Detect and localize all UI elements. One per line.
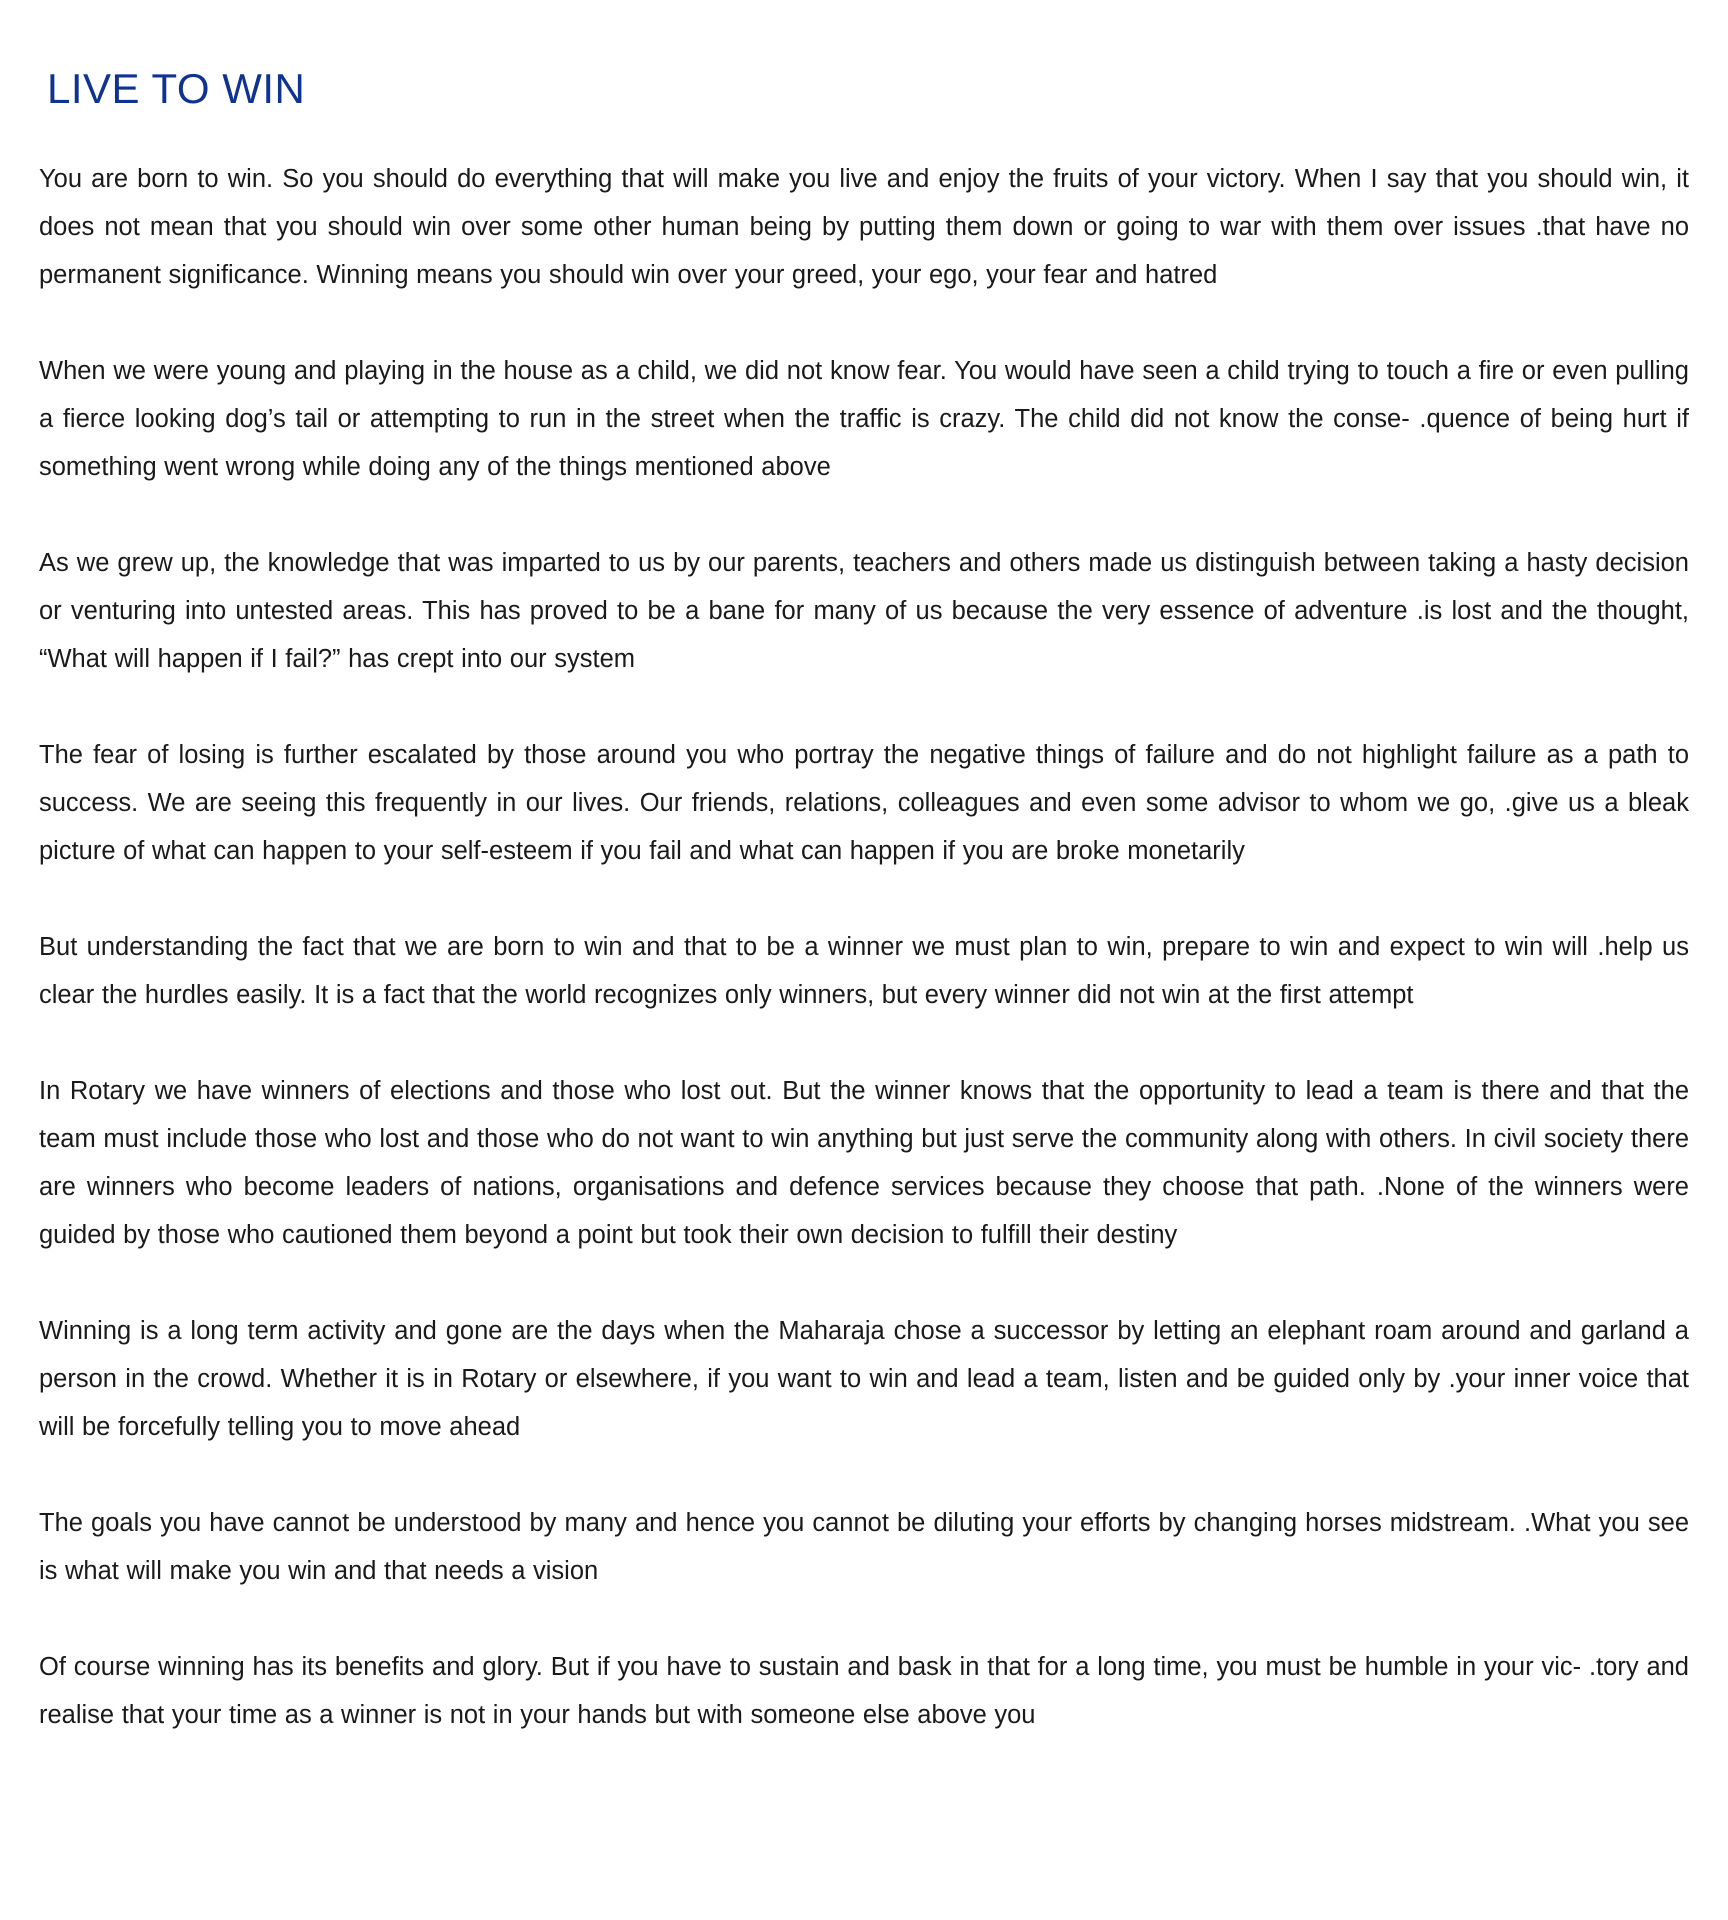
article-body	[39, 155, 1689, 1787]
paragraph-3: As we grew up, the knowledge that was imparted to us by our parents, teachers and others made us distinguish between taking a hasty decision or venturing into untested areas. This has proved to be a bane for many of us because the very essence of adventure .is lost and the thought, “What will happen if I fail?” has crept into our system	[39, 549, 1689, 673]
paragraph-7: Winning is a long term activity and gone are the days when the Maharaja chose a successor by letting an elephant roam around and garland a person in the crowd. Whether it is in Rotary or elsewhere, if you want to win and lead a team, listen and be guided only by .your inner voice that will be forcefully telling you to move ahead	[39, 1317, 1689, 1441]
paragraph-5: But understanding the fact that we are born to win and that to be a winner we must plan to win, prepare to win and expect to win will .help us clear the hurdles easily. It is a fact that the world recognizes only winners, but every winner did not win at the first attempt	[39, 933, 1689, 1009]
page-title: LIVE TO WIN	[47, 65, 306, 112]
paragraph-4: The fear of losing is further escalated by those around you who portray the negative things of failure and do not highlight failure as a path to success. We are seeing this frequently in our lives. Our friends, relations, colleagues and even some advisor to whom we go, .give us a bleak picture of what can happen to your self-esteem if you fail and what can happen if you are broke monetarily	[39, 741, 1689, 865]
paragraph-1: You are born to win. So you should do everything that will make you live and enjoy the fruits of your victory. When I say that you should win, it does not mean that you should win over some other human being by putting them down or going to war with them over issues .that have no permanent significance. Winning means you should win over your greed, your ego, your fear and hatred	[39, 165, 1689, 289]
paragraph-2: When we were young and playing in the house as a child, we did not know fear. You would have seen a child trying to touch a fire or even pulling a fierce looking dog’s tail or attempting to run in the street when the traffic is crazy. The child did not know the conse- .quence of being hurt if something went wrong while doing any of the things mentioned above	[39, 357, 1689, 481]
paragraph-9: Of course winning has its benefits and glory. But if you have to sustain and bask in that for a long time, you must be humble in your vic- .tory and realise that your time as a winner is not in your hands but with someone else above you	[39, 1653, 1689, 1729]
paragraph-8: The goals you have cannot be understood by many and hence you cannot be diluting your efforts by changing horses midstream. .What you see is what will make you win and that needs a vision	[39, 1509, 1689, 1585]
paragraph-6: In Rotary we have winners of elections and those who lost out. But the winner knows that the opportunity to lead a team is there and that the team must include those who lost and those who do not want to win anything but just serve the community along with others. In civil society there are winners who become leaders of nations, organisations and defence services because they choose that path. .None of the winners were guided by those who cautioned them beyond a point but took their own decision to fulfill their destiny	[39, 1077, 1689, 1249]
